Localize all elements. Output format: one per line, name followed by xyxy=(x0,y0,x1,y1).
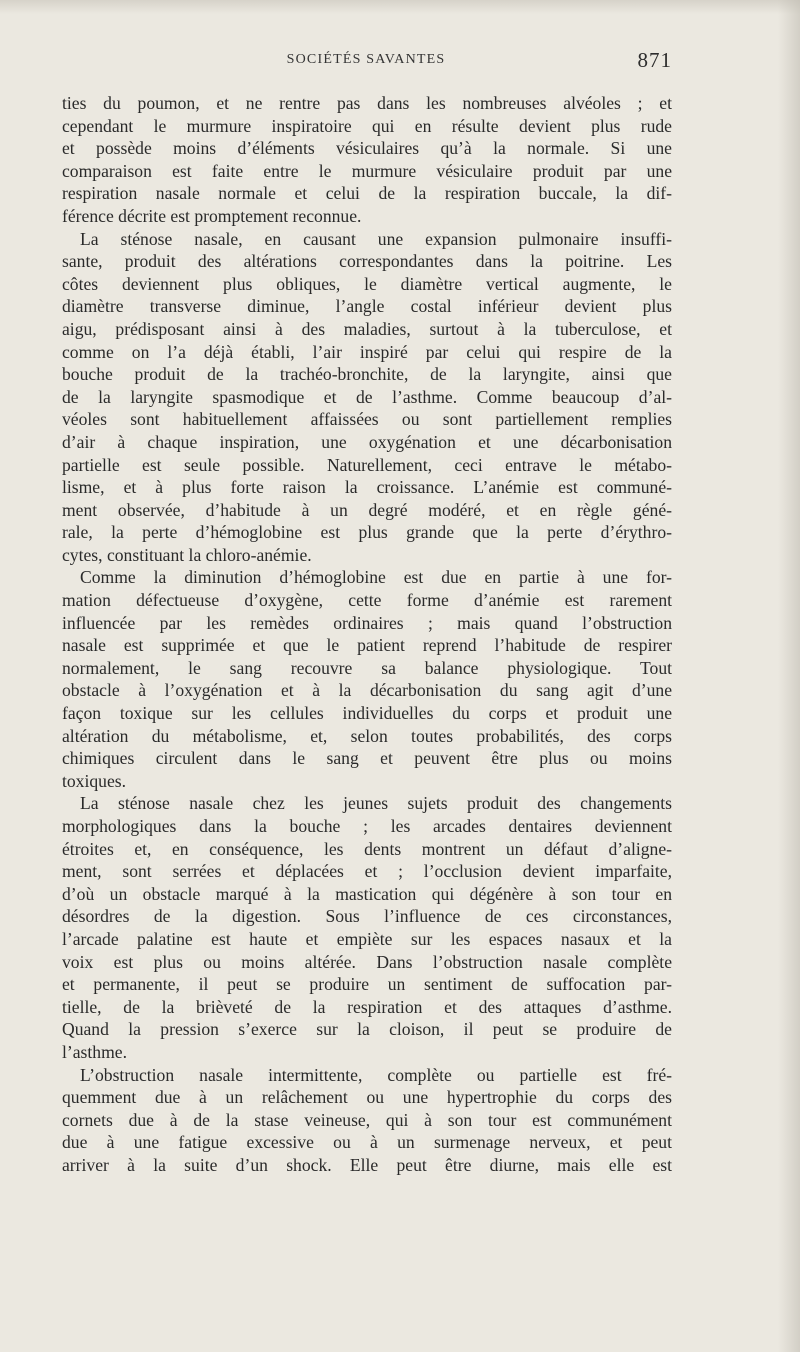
text-line: d’où un obstacle marqué à la mastication qui dégénère à son tour en xyxy=(62,883,672,904)
text-line: cornets due à de la stase veineuse, qui à son tour est communément xyxy=(62,1109,672,1130)
text-line: façon toxique sur les cellules individuelles du corps et produit une xyxy=(62,703,672,724)
text-line: et permanente, il peut se produire un sentiment de suffocation par- xyxy=(62,974,672,995)
text-line: normalement, le sang recouvre sa balance physiologique. Tout xyxy=(62,657,672,678)
page-top-shadow xyxy=(0,0,800,14)
text-line: ment, sont serrées et déplacées et ; l’occlusion devient imparfaite, xyxy=(62,861,672,882)
text-line: influencée par les remèdes ordinaires ; mais quand l’obstruction xyxy=(62,612,672,633)
text-line: La sténose nasale chez les jeunes sujets produit des changements xyxy=(80,793,672,814)
text-line: obstacle à l’oxygénation et à la décarbonisation du sang agit d’une xyxy=(62,680,672,701)
text-line: l’arcade palatine est haute et empiète sur les espaces nasaux et la xyxy=(62,928,672,949)
text-line: due à une fatigue excessive ou à un surmenage nerveux, et peut xyxy=(62,1132,672,1153)
page-number: 871 xyxy=(637,48,672,72)
text-line: rale, la perte d’hémoglobine est plus grande que la perte d’érythro- xyxy=(62,522,672,543)
text-line: toxiques. xyxy=(62,770,127,791)
text-line: cytes, constituant la chloro-anémie. xyxy=(62,544,312,565)
text-line: étroites et, en conséquence, les dents montrent un défaut d’aligne- xyxy=(62,838,672,859)
text-line: ties du poumon, et ne rentre pas dans les nombreuses alvéoles ; et xyxy=(62,93,672,113)
text-line: comme on l’a déjà établi, l’air inspiré par celui qui respire de la xyxy=(62,341,672,362)
running-title: SOCIÉTÉS SAVANTES xyxy=(286,52,446,67)
text-line: altération du métabolisme, et, selon toutes probabilités, des corps xyxy=(62,725,672,746)
text-line: morphologiques dans la bouche ; les arcades dentaires deviennent xyxy=(62,816,672,836)
text-line: lisme, et à plus forte raison la croissance. L’anémie est communé- xyxy=(62,477,672,498)
text-line: La sténose nasale, en causant une expansion pulmonaire insuffi- xyxy=(80,228,672,249)
text-line: chimiques circulent dans le sang et peuvent être plus ou moins xyxy=(62,748,672,769)
text-line: et possède moins d’éléments vésiculaires qu’à la normale. Si une xyxy=(62,138,672,159)
text-line: ment observée, d’habitude à un degré modéré, et en règle géné- xyxy=(62,499,672,520)
text-line: bouche produit de la trachéo-bronchite, de la laryngite, ainsi que xyxy=(62,364,672,385)
text-line: férence décrite est promptement reconnue. xyxy=(62,205,362,226)
text-line: sante, produit des altérations correspondantes dans la poitrine. Les xyxy=(62,251,672,272)
text-line: désordres de la digestion. Sous l’influence de ces circonstances, xyxy=(62,906,672,927)
text-line: l’asthme. xyxy=(62,1041,127,1062)
page-text xyxy=(62,92,672,1177)
text-line: véoles sont habituellement affaissées ou sont partiellement remplies xyxy=(62,409,672,430)
page-edge-shadow xyxy=(778,0,800,1352)
text-line: comparaison est faite entre le murmure vésiculaire produit par une xyxy=(62,160,672,181)
text-line: voix est plus ou moins altérée. Dans l’obstruction nasale complète xyxy=(62,951,672,972)
text-line: aigu, prédisposant ainsi à des maladies, surtout à la tuberculose, et xyxy=(62,318,672,339)
text-line: respiration nasale normale et celui de la respiration buccale, la dif- xyxy=(62,183,672,204)
text-line: L’obstruction nasale intermittente, complète ou partielle est fré- xyxy=(80,1064,672,1085)
running-head xyxy=(60,48,672,74)
text-line: partielle est seule possible. Naturellement, ceci entrave le métabo- xyxy=(62,454,672,475)
text-line: arriver à la suite d’un shock. Elle peut être diurne, mais elle est xyxy=(62,1154,672,1175)
text-line: tielle, de la brièveté de la respiration et des attaques d’asthme. xyxy=(62,996,672,1017)
text-line: de la laryngite spasmodique et de l’asthme. Comme beaucoup d’al- xyxy=(62,386,672,407)
text-line: d’air à chaque inspiration, une oxygénation et une décarbonisation xyxy=(62,431,672,452)
text-line: Comme la diminution d’hémoglobine est due en partie à une for- xyxy=(80,567,672,588)
text-line: mation défectueuse d’oxygène, cette forme d’anémie est rarement xyxy=(62,590,672,611)
text-line: diamètre transverse diminue, l’angle costal inférieur devient plus xyxy=(62,296,672,317)
text-line: côtes deviennent plus obliques, le diamètre vertical augmente, le xyxy=(62,273,672,294)
text-line: quemment due à un relâchement ou une hypertrophie du corps des xyxy=(62,1087,672,1108)
text-line: cependant le murmure inspiratoire qui en résulte devient plus rude xyxy=(62,115,672,136)
text-line: Quand la pression s’exerce sur la cloison, il peut se produire de xyxy=(62,1019,672,1040)
text-line: nasale est supprimée et que le patient reprend l’habitude de respirer xyxy=(62,635,672,656)
